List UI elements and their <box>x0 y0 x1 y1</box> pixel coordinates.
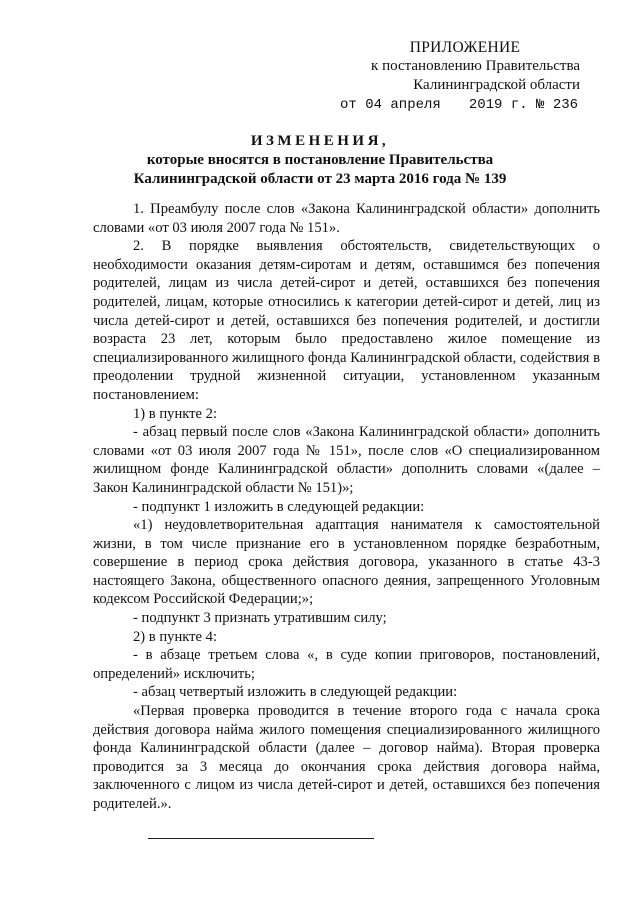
appendix-line-1: к постановлению Правительства <box>371 58 580 74</box>
paragraph-1: 1. Преамбулу после слов «Закона Калининградской области» дополнить словами «от 03 июля 2007 года № 151». <box>93 201 600 236</box>
paragraph-3: 1) в пункте 2: <box>133 405 218 422</box>
paragraph-11: «Первая проверка проводится в течение второго года с начала срока действия договора найма жилого помещения специализированного жилищного фонда Калининградской области (далее – договор найма). Вторая проверка проводится за 3 месяца до окончания срока действия договора найма, заключенного с лицом из числа детей-сирот и детей, оставшихся без попечения родителей.». <box>93 703 600 812</box>
document-title <box>100 132 540 189</box>
paragraph-7: - подпункт 3 признать утратившим силу; <box>133 610 387 627</box>
paragraph-9: - в абзаце третьем слова «, в суде копии приговоров, постановлений, определений» исключить; <box>93 647 600 682</box>
title-subtitle-2: Калининградской области от 23 марта 2016 года № 139 <box>133 171 507 187</box>
paragraph-6: «1) неудовлетворительная адаптация нанимателя к самостоятельной жизни, в том числе признание его в установленном порядке безработным, совершение в период срока действия договора, указанного в статье 43-3 настоящего Закона, общественного опасного деяния, запрещенного Уголовным кодексом Российской Федерации;»; <box>93 517 600 608</box>
title-main: ИЗМЕНЕНИЯ, <box>250 133 390 149</box>
appendix-title: ПРИЛОЖЕНИЕ <box>409 39 521 56</box>
document-body <box>93 200 600 814</box>
paragraph-8: 2) в пункте 4: <box>133 628 218 645</box>
paragraph-2: 2. В порядке выявления обстоятельств, свидетельствующих о необходимости оказания детям-сиротам и детям, оставшимся без попечения родителей, лицам из числа детей-сирот и детей, оставшихся без попечения родителей, лицам, которые относились к категории детей-сирот и детей, лиц из числа детей-сирот и детей, оставшихся без попечения родителей, и достигли возраста 23 лет, которым было предоставлено жилое помещение из специализированного жилищного фонда Калининградской области, содействия в преодолении трудной жизненной ситуации, установленном указанным постановлением: <box>93 238 600 403</box>
end-divider <box>148 838 374 839</box>
appendix-date <box>300 96 600 115</box>
appendix-header <box>300 38 600 115</box>
title-subtitle-1: которые вносятся в постановление Правительства <box>146 152 494 168</box>
appendix-date-prefix: от 04 апреля <box>340 97 441 113</box>
appendix-line-2: Калининградской области <box>413 77 580 93</box>
paragraph-5: - подпункт 1 изложить в следующей редакции: <box>133 498 425 515</box>
appendix-date-suffix: 2019 г. № 236 <box>468 97 579 113</box>
paragraph-4: - абзац первый после слов «Закона Калининградской области» дополнить словами «от 03 июля 2007 года № 151», после слов «О специализированном жилищном фонде Калининградской области» дополнить словами «(далее – Закон Калининградской области № 151)»; <box>93 424 600 496</box>
paragraph-10: - абзац четвертый изложить в следующей редакции: <box>133 684 458 701</box>
